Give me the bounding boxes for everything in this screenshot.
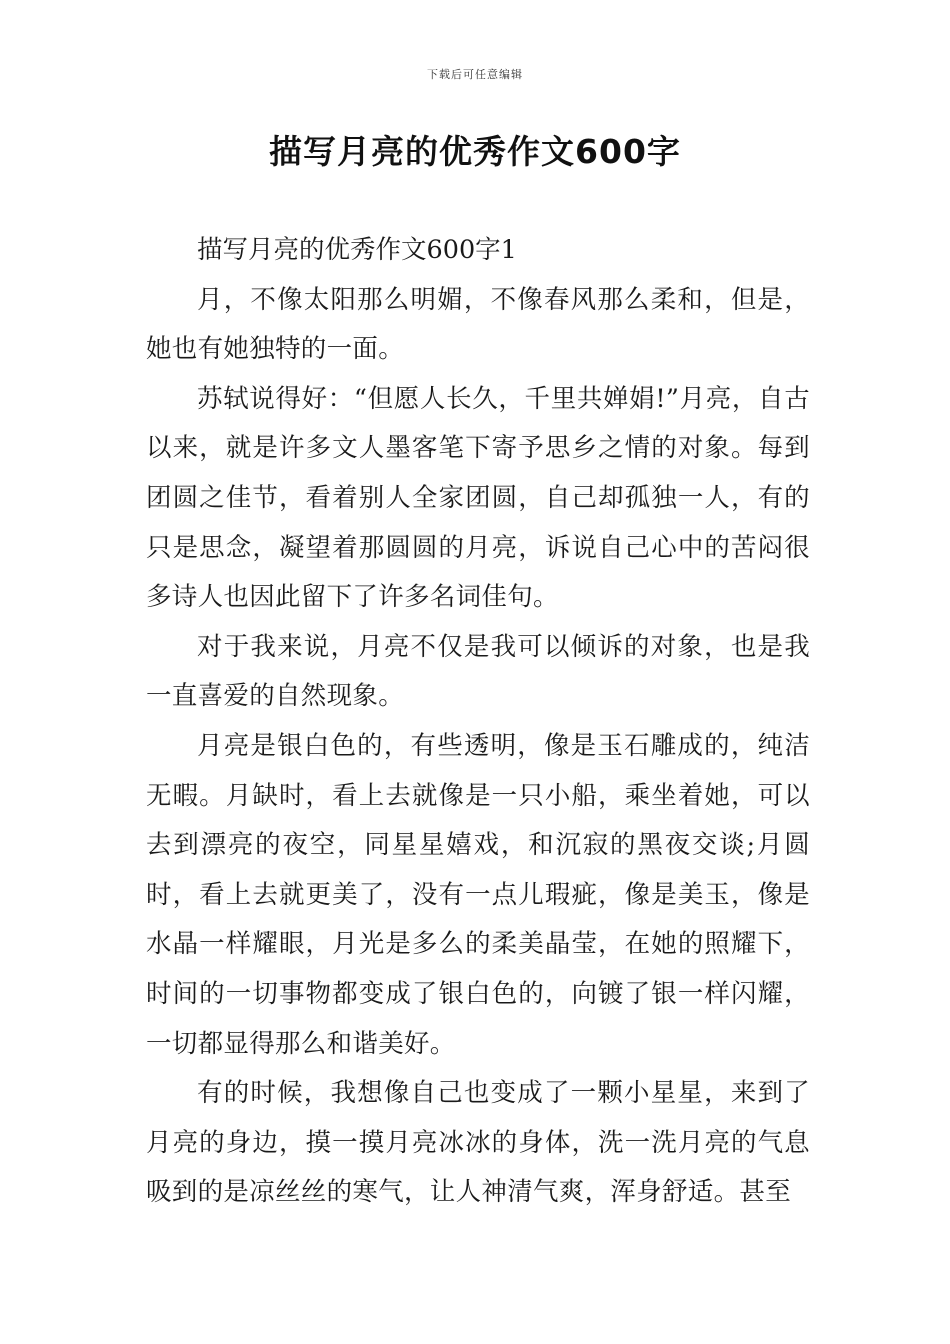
paragraph-1: 月，不像太阳那么明媚，不像春风那么柔和，但是，她也有她独特的一面。: [146, 284, 810, 365]
paragraph-3: 对于我来说，月亮不仅是我可以倾诉的对象，也是我一直喜爱的自然现象。: [146, 631, 810, 712]
paragraph-4: 月亮是银白色的，有些透明，像是玉石雕成的，纯洁无暇。月缺时，看上去就像是一只小船，乘坐着她，可以去到漂亮的夜空，同星星嬉戏，和沉寂的黑夜交谈;月圆时，看上去就更美了，没有一点儿瑕疵，像是美玉，像是水晶一样耀眼，月光是多么的柔美晶莹，在她的照耀下，时间的一切事物都变成了银白色的，向镀了银一样闪耀，一切都显得那么和谐美好。: [146, 730, 810, 1059]
header-note: 下载后可任意编辑: [427, 68, 523, 81]
paragraph-2: 苏轼说得好：“但愿人长久，千里共婵娟!”月亮，自古以来，就是许多文人墨客笔下寄予思乡之情的对象。每到团圆之佳节，看着别人全家团圆，自己却孤独一人，有的只是思念，凝望着那圆圆的月亮，诉说自己心中的苦闷很多诗人也因此留下了许多名词佳句。: [146, 383, 810, 613]
essay-subheading: 描写月亮的优秀作文600字1: [197, 235, 517, 265]
paragraph-5: 有的时候，我想像自己也变成了一颗小星星，来到了月亮的身边，摸一摸月亮冰冰的身体，洗一洗月亮的气息吸到的是凉丝丝的寒气，让人神清气爽，浑身舒适。甚至: [146, 1078, 810, 1208]
essay-body: [146, 226, 810, 1218]
page-title: 描写月亮的优秀作文600字: [269, 132, 681, 171]
